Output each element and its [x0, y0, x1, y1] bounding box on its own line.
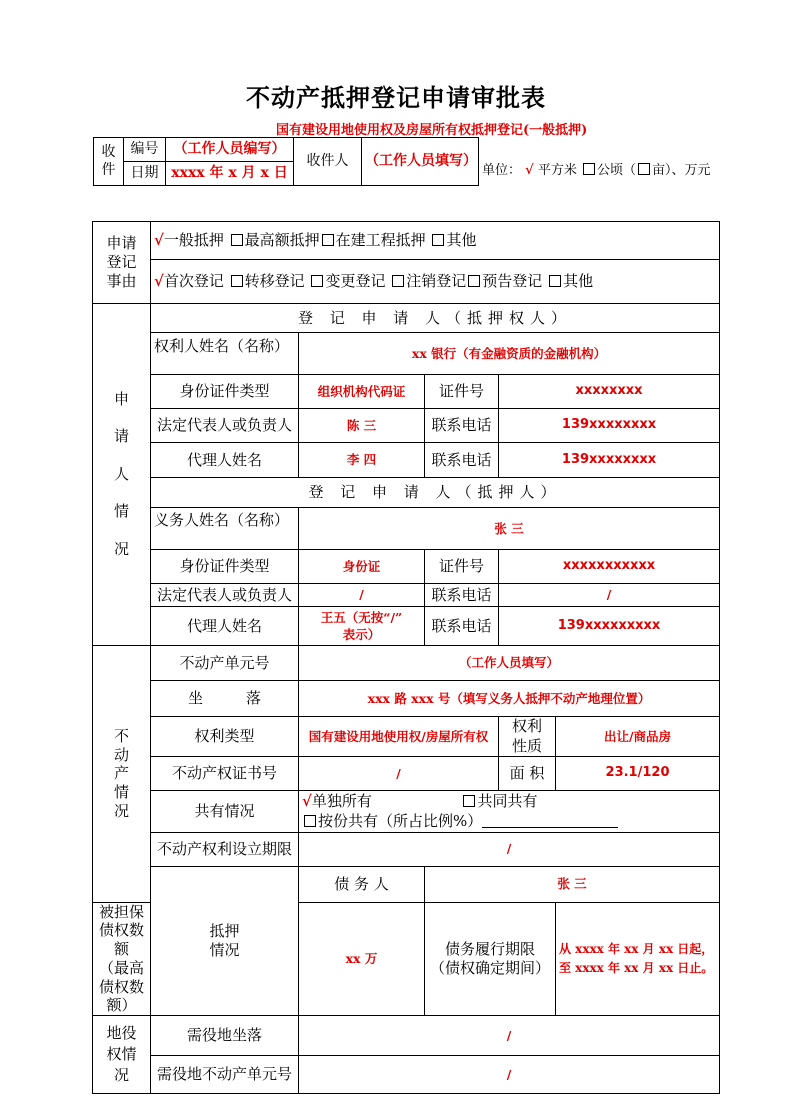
mortgagee-id-no-value[interactable]: xxxxxxxx [499, 375, 720, 409]
date-value[interactable]: xxxx 年 x 月 x 日 [166, 162, 294, 186]
mortgagee-rep-label: 法定代表人或负责人 [151, 409, 299, 443]
mortgagee-heading: 登 记 申 请 人（抵押权人） [151, 304, 720, 333]
amount-value[interactable]: xx 万 [299, 902, 425, 1016]
unit-option-mu: 亩）、万元 [652, 163, 711, 178]
receiver-label: 收件人 [294, 138, 362, 186]
checkbox-icon[interactable] [638, 163, 650, 175]
unit-no-label: 不动产单元号 [151, 646, 299, 681]
checkbox-icon[interactable] [432, 234, 444, 246]
easement-location-label: 需役地坐落 [151, 1016, 299, 1056]
mortgagee-rep-phone-label: 联系电话 [425, 409, 499, 443]
amount-label: 被担保债权数额 （最高债权数额） [93, 902, 151, 1016]
unit-line [482, 159, 711, 178]
mortgagor-heading: 登 记 申 请 人（抵押人） [151, 478, 720, 508]
mortgage-label: 抵押 情况 [151, 866, 299, 1016]
mortgagee-id-no-label: 证件号 [425, 375, 499, 409]
mortgagor-id-type-label: 身份证件类型 [151, 550, 299, 584]
period-value[interactable]: / [299, 832, 720, 866]
unit-no-value[interactable]: （工作人员填写） [299, 646, 720, 681]
cert-value[interactable]: / [299, 757, 499, 791]
area-value[interactable]: 23.1/120 [556, 757, 720, 791]
right-type-label: 权利类型 [151, 717, 299, 757]
debtor-label: 债 务 人 [299, 866, 425, 902]
easement-unit-value[interactable]: / [299, 1056, 720, 1094]
period-label: 不动产权利设立期限 [151, 832, 299, 866]
share-label: 共有情况 [151, 791, 299, 833]
check-mark-icon[interactable]: √ [154, 272, 164, 291]
mortgagor-rep-label: 法定代表人或负责人 [151, 584, 299, 607]
mortgagor-rep-phone-value[interactable]: / [499, 584, 720, 607]
right-nature-value[interactable]: 出让/商品房 [556, 717, 720, 757]
cert-label: 不动产权证书号 [151, 757, 299, 791]
mortgagee-agent-value[interactable]: 李 四 [299, 443, 425, 478]
checkbox-icon[interactable] [322, 234, 334, 246]
mortgagee-name-label: 权利人姓名（名称） [151, 333, 299, 375]
mortgagee-name-value[interactable]: xx 银行（有金融资质的金融机构） [299, 333, 720, 375]
check-mark-icon[interactable]: √ [154, 231, 164, 250]
unit-prefix: 单位： [482, 163, 522, 178]
receiver-value[interactable]: （工作人员填写） [362, 138, 479, 186]
matter-label: 申请 登记 事由 [93, 222, 151, 304]
location-value[interactable]: xxx 路 xxx 号（填写义务人抵押不动产地理位置） [299, 681, 720, 717]
mortgagor-agent-value[interactable]: 王五（无按“/” 表示） [299, 607, 425, 646]
check-mark-icon[interactable]: √ [525, 163, 534, 178]
share-options: √单独所有 共同共有 按份共有（所占比例%） [299, 791, 720, 833]
mortgagor-agent-phone-value[interactable]: 139xxxxxxxxx [499, 607, 720, 646]
mortgagor-id-type-value[interactable]: 身份证 [299, 550, 425, 584]
mortgagee-agent-label: 代理人姓名 [151, 443, 299, 478]
debtor-value[interactable]: 张 三 [425, 866, 720, 902]
term-label: 债务履行期限 （债权确定期间） [425, 902, 556, 1016]
mortgagor-id-no-label: 证件号 [425, 550, 499, 584]
property-label: 不 动 产 情 况 [93, 646, 151, 903]
share-ratio-blank[interactable] [482, 813, 618, 828]
unit-option-hectare: 公顷（ [597, 163, 637, 178]
easement-unit-label: 需役地不动产单元号 [151, 1056, 299, 1094]
term-value[interactable]: 从 xxxx 年 xx 月 xx 日起， 至 xxxx 年 xx 月 xx 日止。 [556, 902, 720, 1016]
area-label: 面 积 [499, 757, 556, 791]
receipt-label: 收件 [94, 138, 124, 186]
number-value[interactable]: （工作人员编写） [166, 138, 294, 162]
unit-option-sqm: 平方米 [537, 163, 577, 178]
mortgagor-name-label: 义务人姓名（名称） [151, 508, 299, 550]
checkbox-icon[interactable] [304, 815, 316, 827]
date-label: 日期 [124, 162, 166, 186]
mortgagor-rep-phone-label: 联系电话 [425, 584, 499, 607]
checkbox-icon[interactable] [583, 163, 595, 175]
mortgagee-rep-phone-value[interactable]: 139xxxxxxxx [499, 409, 720, 443]
mortgage-type-row: √一般抵押 最高额抵押 在建工程抵押 其他 [151, 222, 720, 260]
location-label: 坐 落 [151, 681, 299, 717]
mortgagee-rep-value[interactable]: 陈 三 [299, 409, 425, 443]
applicant-label: 申 请 人 情 况 [93, 304, 151, 646]
mortgagor-name-value[interactable]: 张 三 [299, 508, 720, 550]
receipt-table [93, 137, 479, 186]
mortgagee-id-type-label: 身份证件类型 [151, 375, 299, 409]
easement-location-value[interactable]: / [299, 1016, 720, 1056]
mortgagor-agent-phone-label: 联系电话 [425, 607, 499, 646]
checkbox-icon[interactable] [549, 275, 561, 287]
registration-type-row: √首次登记 转移登记 变更登记 注销登记 预告登记 其他 [151, 260, 720, 304]
mortgagor-agent-label: 代理人姓名 [151, 607, 299, 646]
mortgagee-agent-phone-label: 联系电话 [425, 443, 499, 478]
checkbox-icon[interactable] [468, 275, 480, 287]
mortgagor-id-no-value[interactable]: xxxxxxxxxxx [499, 550, 720, 584]
mortgagor-rep-value[interactable]: / [299, 584, 425, 607]
right-type-value[interactable]: 国有建设用地使用权/房屋所有权 [299, 717, 499, 757]
check-mark-icon[interactable]: √ [302, 792, 312, 810]
easement-label: 地役 权情 况 [93, 1016, 151, 1094]
number-label: 编号 [124, 138, 166, 162]
checkbox-icon[interactable] [231, 234, 243, 246]
checkbox-icon[interactable] [311, 275, 323, 287]
right-nature-label: 权利 性质 [499, 717, 556, 757]
checkbox-icon[interactable] [463, 795, 475, 807]
page-title: 不动产抵押登记申请审批表 [246, 84, 546, 112]
mortgagee-agent-phone-value[interactable]: 139xxxxxxxx [499, 443, 720, 478]
checkbox-icon[interactable] [392, 275, 404, 287]
page-subtitle: 国有建设用地使用权及房屋所有权抵押登记(一般抵押) [276, 123, 588, 138]
application-table [92, 221, 720, 1094]
mortgagee-id-type-value[interactable]: 组织机构代码证 [299, 375, 425, 409]
checkbox-icon[interactable] [231, 275, 243, 287]
